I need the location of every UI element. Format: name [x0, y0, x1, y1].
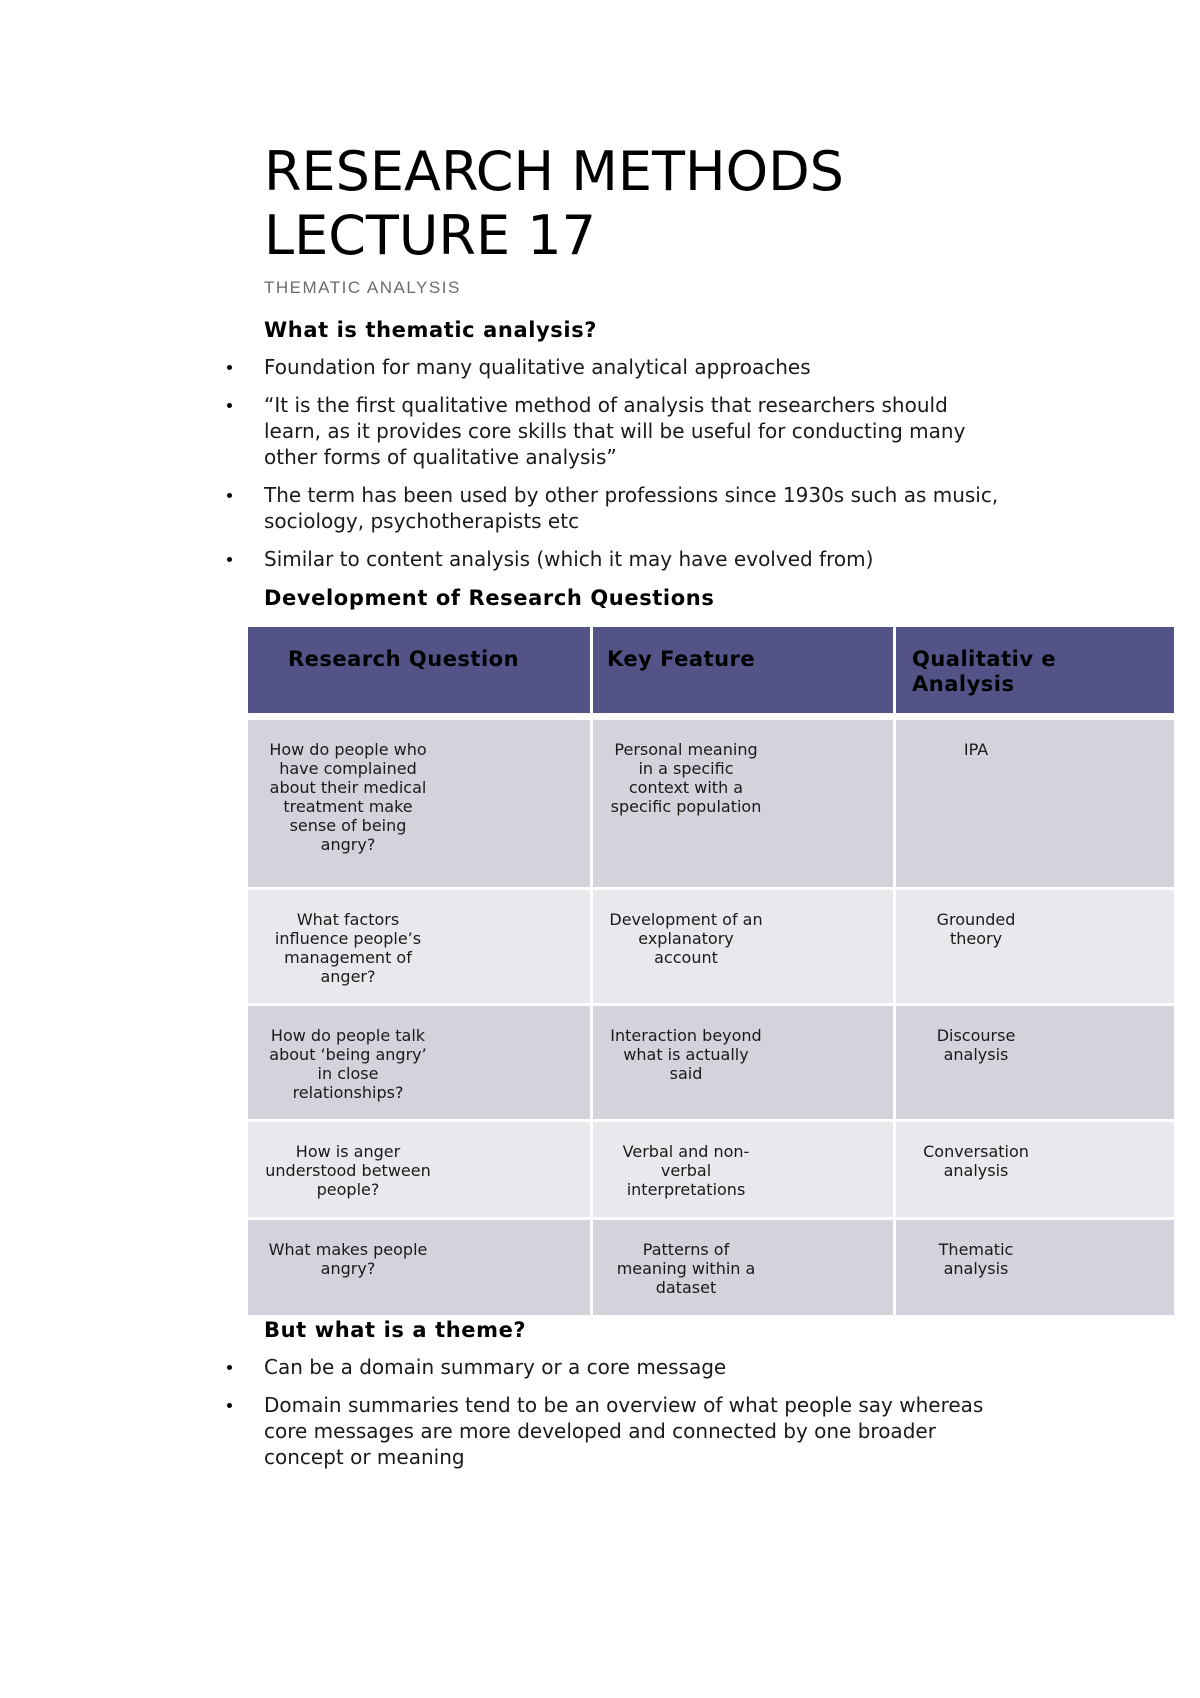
table-cell	[896, 720, 1174, 887]
bullet-icon	[227, 557, 232, 562]
bullet-icon	[227, 365, 232, 370]
bullet-list-thematic-analysis	[220, 354, 1010, 584]
list-item	[220, 1354, 1010, 1380]
list-item-text: Can be a domain summary or a core message	[264, 1355, 727, 1379]
list-item-text: Similar to content analysis (which it may have evolved from)	[264, 547, 874, 571]
list-item-text: The term has been used by other professions since 1930s such as music, sociology, psychotherapists etc	[264, 483, 999, 533]
bullet-icon	[227, 1365, 232, 1370]
cell-text: Verbal and non-verbal interpretations	[622, 1142, 750, 1199]
table-row	[248, 1122, 1174, 1217]
section-heading-thematic-analysis: What is thematic analysis?	[264, 318, 598, 342]
list-item-text: Domain summaries tend to be an overview of what people say whereas core messages are more developed and connected by one broader concept or meaning	[264, 1393, 984, 1469]
table-cell	[896, 1220, 1174, 1315]
table-row	[248, 1006, 1174, 1119]
cell-text: Discourse analysis	[936, 1026, 1016, 1064]
table-cell	[593, 1006, 893, 1119]
cell-text: IPA	[963, 740, 989, 759]
table-cell	[248, 1220, 590, 1315]
cell-text: How do people who have complained about their medical treatment make sense of being angry?	[269, 740, 427, 854]
research-questions-table	[245, 624, 1177, 1318]
document-title: RESEARCH METHODS LECTURE 17	[264, 140, 844, 267]
cell-text: How is anger understood between people?	[265, 1142, 431, 1199]
list-item-text: “It is the first qualitative method of analysis that researchers should learn, as it provides core skills that will be useful for conducting many other forms of qualitative analysis”	[264, 393, 966, 469]
section-heading-research-questions: Development of Research Questions	[264, 586, 715, 610]
bullet-list-theme	[220, 1354, 1010, 1482]
bullet-icon	[227, 493, 232, 498]
table-cell	[593, 1122, 893, 1217]
table-header-row	[248, 627, 1174, 717]
document-subtitle: THEMATIC ANALYSIS	[264, 278, 461, 297]
list-item	[220, 482, 1010, 534]
cell-text: Interaction beyond what is actually said	[610, 1026, 762, 1083]
table-cell	[896, 1122, 1174, 1217]
cell-text: Patterns of meaning within a dataset	[616, 1240, 756, 1297]
cell-text: What makes people angry?	[268, 1240, 428, 1278]
table-cell	[896, 890, 1174, 1003]
table-cell	[896, 1006, 1174, 1119]
list-item	[220, 1392, 1010, 1470]
table-cell	[248, 720, 590, 887]
column-header-qualitative-analysis: Qualitativ e Analysis	[896, 627, 1174, 717]
list-item	[220, 354, 1010, 380]
cell-text: Thematic analysis	[938, 1240, 1014, 1278]
table-cell	[593, 720, 893, 887]
table-cell	[248, 1006, 590, 1119]
table-row	[248, 720, 1174, 887]
bullet-icon	[227, 403, 232, 408]
bullet-icon	[227, 1403, 232, 1408]
table-row	[248, 890, 1174, 1003]
cell-text: Personal meaning in a specific context with a specific population	[610, 740, 762, 816]
column-header-key-feature: Key Feature	[593, 627, 893, 717]
list-item	[220, 392, 1010, 470]
table-cell	[248, 1122, 590, 1217]
table-row	[248, 1220, 1174, 1315]
cell-text: Grounded theory	[936, 910, 1016, 948]
section-heading-theme: But what is a theme?	[264, 1318, 527, 1342]
column-header-research-question: Research Question	[248, 627, 590, 717]
cell-text: Conversation analysis	[923, 1142, 1029, 1180]
table-cell	[593, 1220, 893, 1315]
cell-text: What factors influence people’s management of anger?	[274, 910, 422, 986]
cell-text: How do people talk about ‘being angry’ in close relationships?	[269, 1026, 427, 1102]
table-cell	[248, 890, 590, 1003]
list-item-text: Foundation for many qualitative analytical approaches	[264, 355, 811, 379]
cell-text: Development of an explanatory account	[609, 910, 763, 967]
list-item	[220, 546, 1010, 572]
table-cell	[593, 890, 893, 1003]
